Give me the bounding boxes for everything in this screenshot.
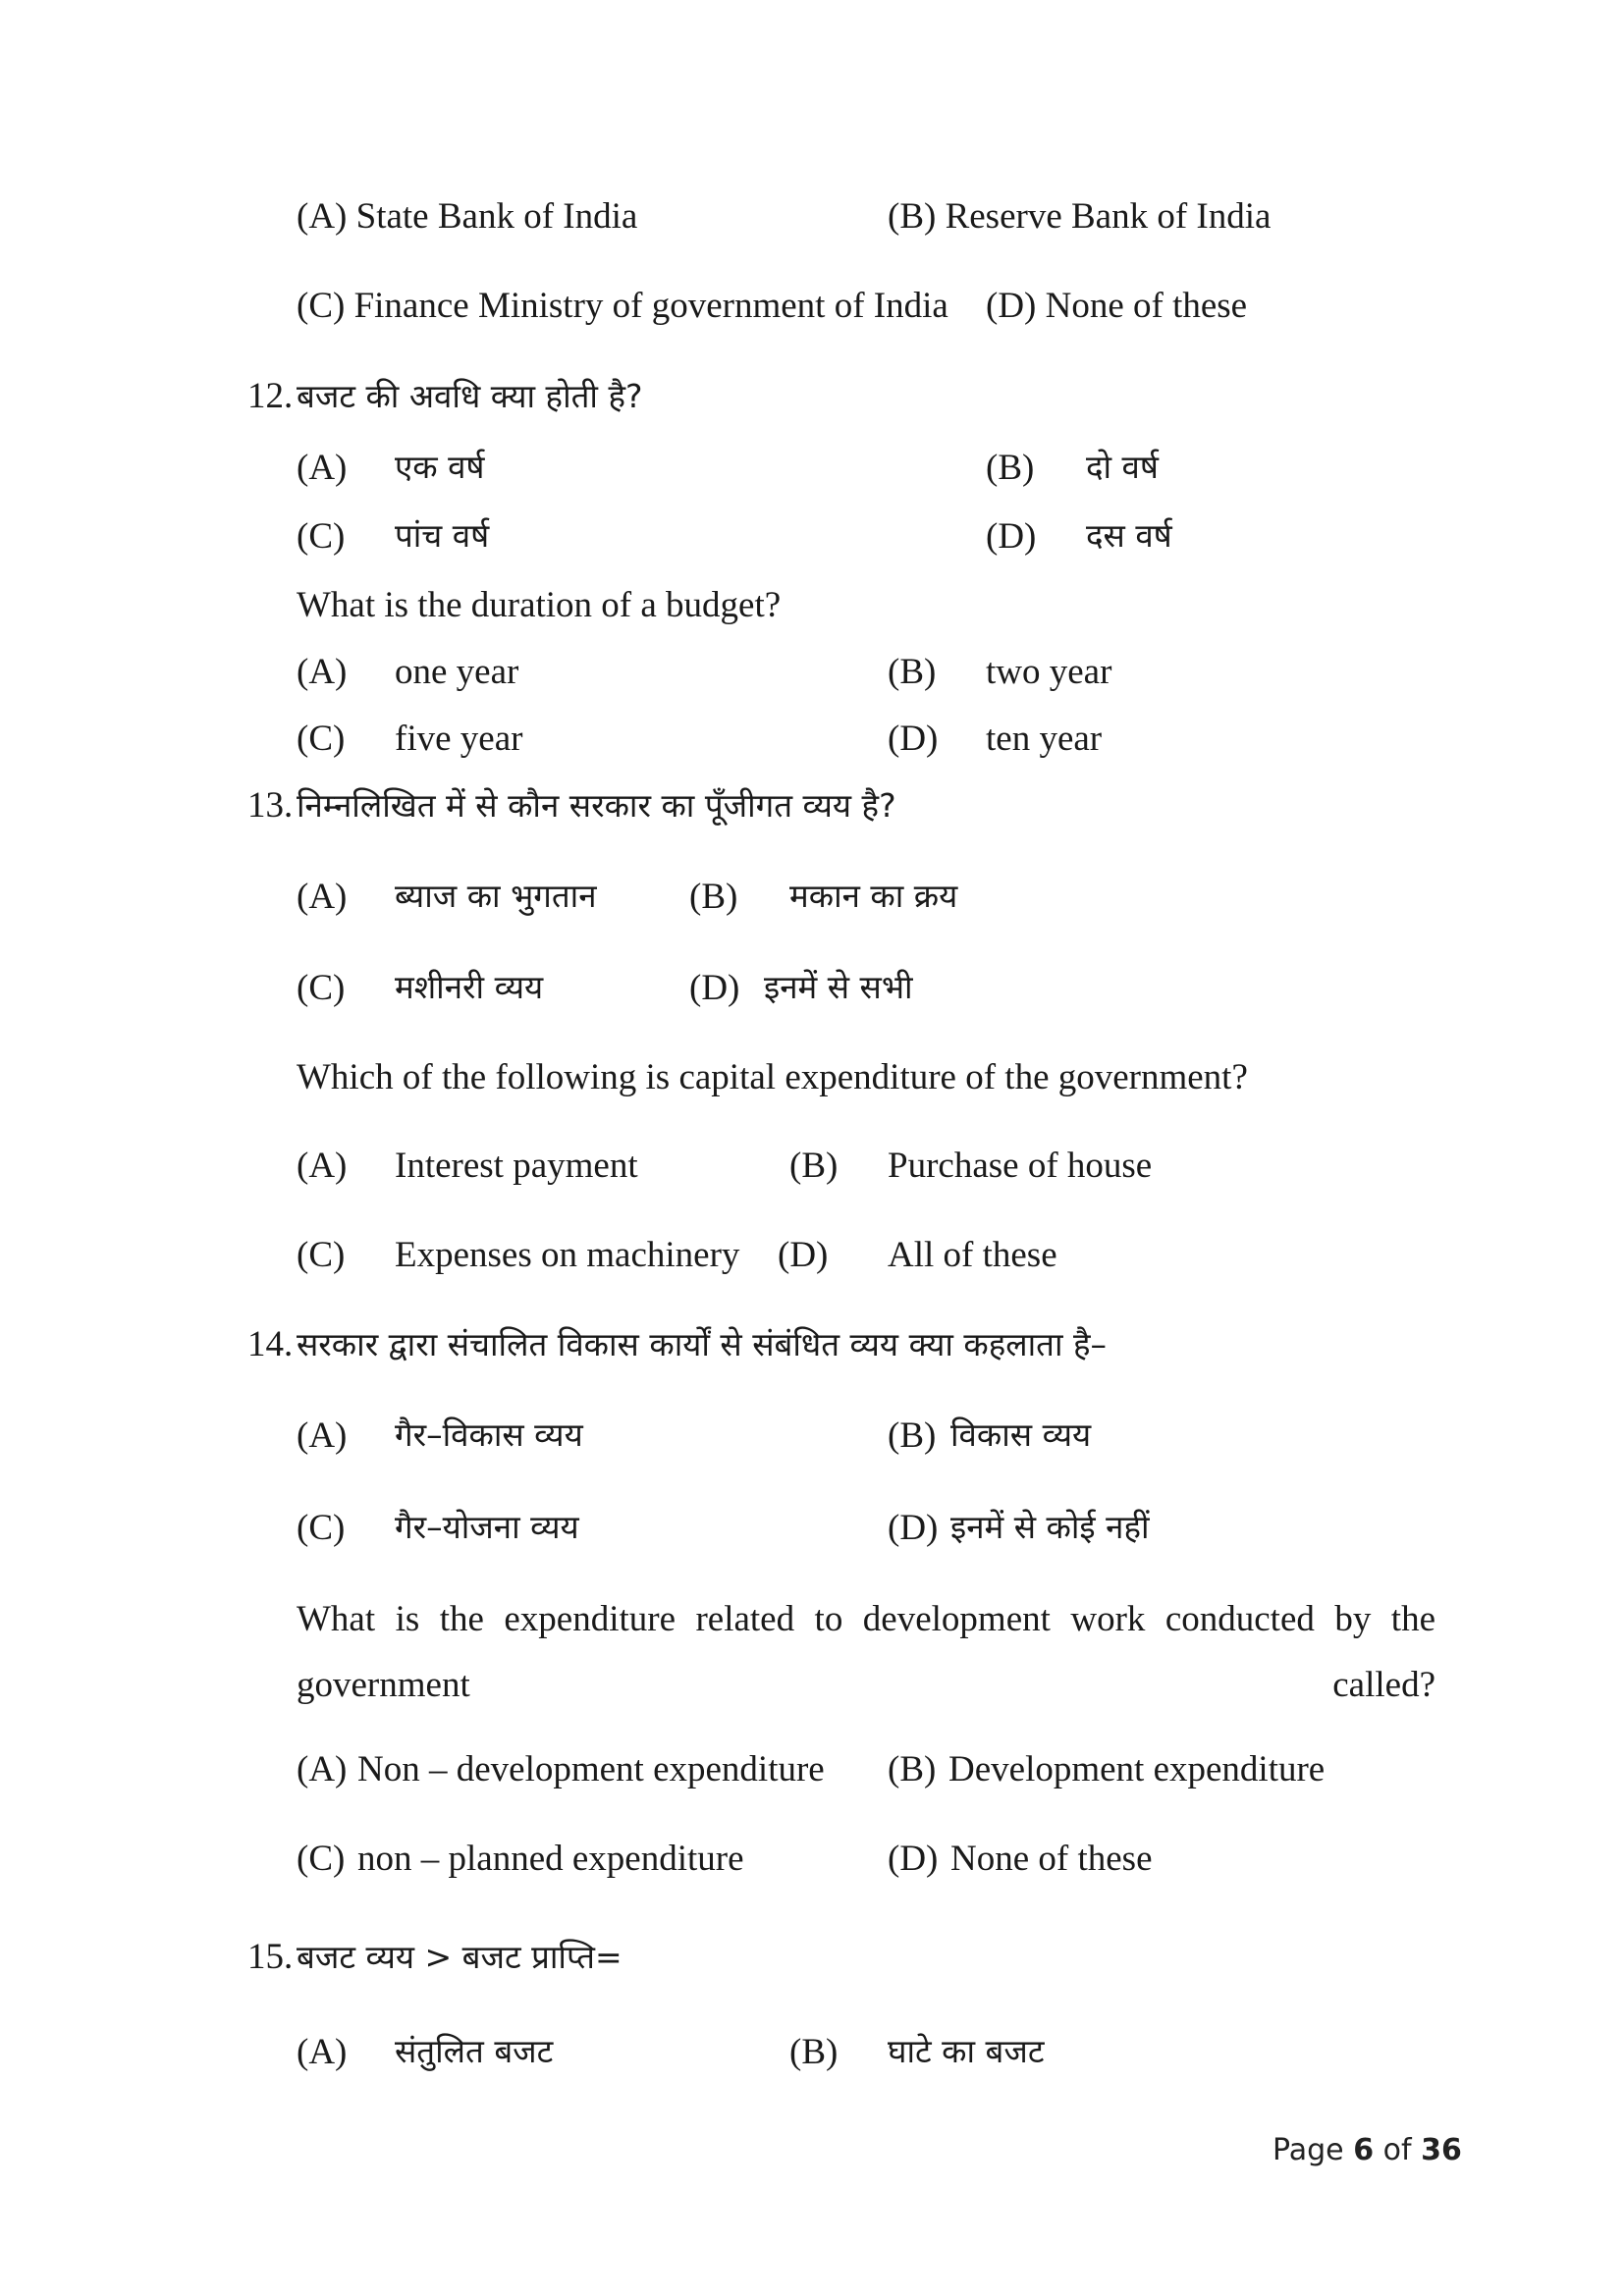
q14-en-c-text: non – planned expenditure <box>357 1839 744 1879</box>
q12-hi-b-text: दो वर्ष <box>1086 448 1159 486</box>
q12-hi-d-text: दस वर्ष <box>1086 516 1172 555</box>
q12-number: 12. <box>247 376 294 416</box>
q14-english-question: What is the expenditure related to development work conducted by the government called? <box>297 1599 1435 1705</box>
q14-hi-c-label: (C) <box>297 1508 346 1548</box>
q15-number: 15. <box>247 1937 294 1977</box>
q12-en-b-label: (B) <box>888 652 937 692</box>
q12-hi-a-label: (A) <box>297 448 348 488</box>
page-number-footer <box>1272 2133 1462 2167</box>
q13-en-c-label: (C) <box>297 1235 346 1275</box>
q12-hi-b-label: (B) <box>986 448 1035 488</box>
q11-option-c: (C) Finance Ministry of government of India <box>297 286 948 326</box>
q14-hi-b-label: (B) <box>888 1415 937 1456</box>
q12-en-a-text: one year <box>395 652 519 692</box>
q14-en-c-label: (C) <box>297 1839 346 1879</box>
q14-hi-d-text: इनमें से कोई नहीं <box>950 1508 1150 1546</box>
q12-hi-c-text: पांच वर्ष <box>395 516 490 555</box>
q12-hi-a-text: एक वर्ष <box>395 448 485 486</box>
q13-en-b-text: Purchase of house <box>888 1146 1153 1186</box>
q12-hi-d-label: (D) <box>986 516 1037 557</box>
q12-en-c-text: five year <box>395 719 523 759</box>
q12-en-c-label: (C) <box>297 719 346 759</box>
of-word: of <box>1382 2133 1412 2167</box>
q11-option-d: (D) None of these <box>986 286 1248 326</box>
q13-en-c-text: Expenses on machinery <box>395 1235 740 1275</box>
q14-number: 14. <box>247 1324 294 1364</box>
q13-en-a-text: Interest payment <box>395 1146 638 1186</box>
q14-en-a-text: Non – development expenditure <box>357 1749 825 1789</box>
q14-en-d-label: (D) <box>888 1839 939 1879</box>
q12-en-d-text: ten year <box>986 719 1103 759</box>
q13-english-question: Which of the following is capital expenditure of the government? <box>297 1057 1248 1097</box>
q14-en-b-text: Development expenditure <box>948 1749 1326 1789</box>
q14-hi-d-label: (D) <box>888 1508 939 1548</box>
q13-hi-b-text: मकान का क्रय <box>789 877 958 915</box>
q12-en-d-label: (D) <box>888 719 939 759</box>
q12-en-a-label: (A) <box>297 652 348 692</box>
q12-hindi-question: बजट की अवधि क्या होती है? <box>297 377 643 415</box>
q15-hi-b-text: घाटे का बजट <box>888 2032 1045 2070</box>
q15-hindi-question: बजट व्यय > बजट प्राप्ति= <box>297 1938 623 1976</box>
q14-hi-a-text: गैर–विकास व्यय <box>395 1415 583 1454</box>
q11-option-b: (B) Reserve Bank of India <box>888 196 1272 237</box>
q14-hindi-question: सरकार द्वारा संचालित विकास कार्यों से संबंधित व्यय क्या कहलाता है– <box>297 1325 1108 1363</box>
total-page-count: 36 <box>1421 2133 1462 2167</box>
q15-hi-b-label: (B) <box>789 2032 839 2072</box>
q13-en-d-label: (D) <box>778 1235 829 1275</box>
q13-hi-a-label: (A) <box>297 877 348 917</box>
q12-hi-c-label: (C) <box>297 516 346 557</box>
q12-en-b-text: two year <box>986 652 1112 692</box>
q14-hi-c-text: गैर–योजना व्यय <box>395 1508 579 1546</box>
q14-en-d-text: None of these <box>950 1839 1153 1879</box>
q13-en-a-label: (A) <box>297 1146 348 1186</box>
q14-en-a-label: (A) <box>297 1749 348 1789</box>
page-word: Page <box>1272 2133 1344 2167</box>
q13-en-d-text: All of these <box>888 1235 1057 1275</box>
q13-number: 13. <box>247 785 294 826</box>
q11-option-a: (A) State Bank of India <box>297 196 638 237</box>
q13-en-b-label: (B) <box>789 1146 839 1186</box>
q14-en-b-label: (B) <box>888 1749 937 1789</box>
q13-hi-a-text: ब्याज का भुगतान <box>395 877 597 915</box>
q13-hi-d-label: (D) <box>689 968 740 1008</box>
q15-hi-a-text: संतुलित बजट <box>395 2032 554 2070</box>
q14-hi-a-label: (A) <box>297 1415 348 1456</box>
q12-english-question: What is the duration of a budget? <box>297 585 782 625</box>
current-page-number: 6 <box>1353 2133 1375 2167</box>
q13-hi-b-label: (B) <box>689 877 738 917</box>
q13-hindi-question: निम्नलिखित में से कौन सरकार का पूँजीगत व्यय है? <box>297 786 896 825</box>
q15-hi-a-label: (A) <box>297 2032 348 2072</box>
q14-hi-b-text: विकास व्यय <box>950 1415 1092 1454</box>
q13-hi-c-label: (C) <box>297 968 346 1008</box>
q13-hi-c-text: मशीनरी व्यय <box>395 968 544 1006</box>
q13-hi-d-text: इनमें से सभी <box>764 968 913 1006</box>
